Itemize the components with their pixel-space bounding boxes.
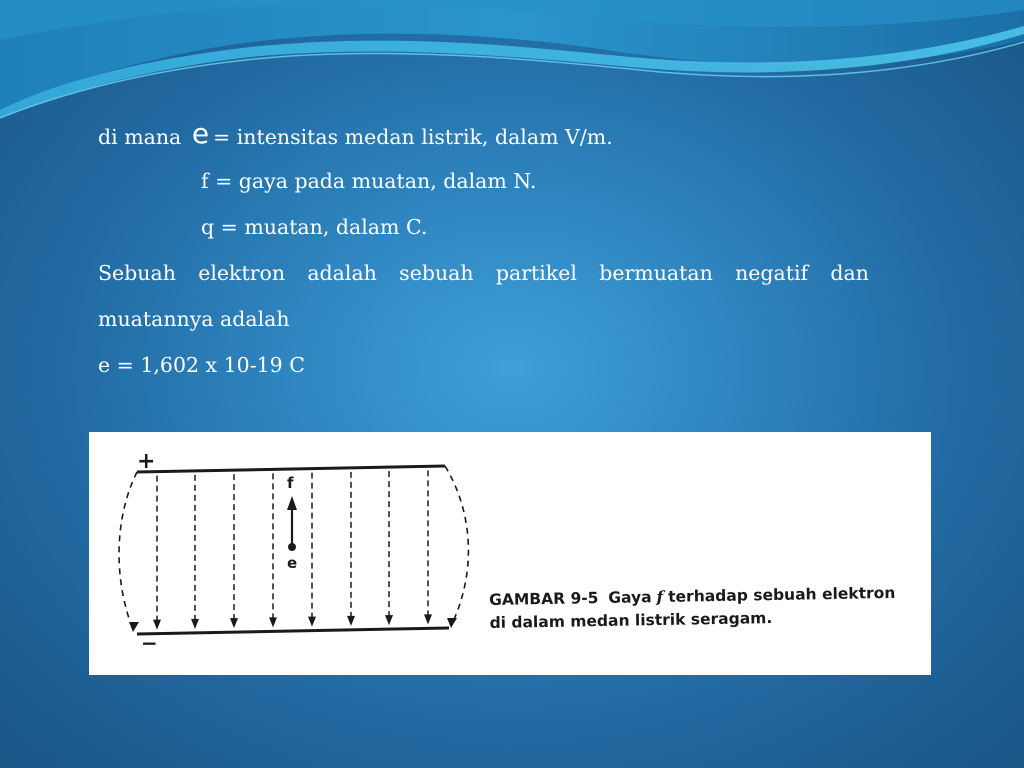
field-line-arrowhead: [385, 615, 393, 625]
electron-dot: [288, 543, 296, 551]
caption-text-2: terhadap sebuah elektron: [668, 583, 896, 606]
field-line-arrowhead: [269, 617, 277, 627]
word: partikel: [495, 261, 577, 285]
word: negatif: [735, 261, 809, 285]
di-mana-text: di mana: [98, 125, 182, 149]
word: dan: [830, 261, 869, 285]
word: adalah: [307, 261, 377, 285]
field-line-arrowhead: [230, 618, 238, 628]
positive-plate: [137, 466, 445, 472]
electron-charge: e = 1,602 x 10-19 C: [98, 353, 305, 377]
electron-sentence-line2: muatannya adalah: [98, 307, 290, 331]
word: Sebuah: [98, 261, 176, 285]
caption-line2: di dalam medan listrik seragam.: [489, 609, 773, 632]
wave-decoration: [0, 0, 1024, 130]
force-arrowhead: [287, 496, 297, 510]
caption-f: f: [656, 586, 664, 607]
slide-text: [98, 112, 869, 388]
e-symbol: e: [191, 117, 210, 150]
field-diagram: [89, 432, 931, 675]
definition-q: q = muatan, dalam C.: [201, 215, 428, 239]
field-line-arrowhead: [347, 616, 355, 626]
definition-e: [98, 112, 869, 158]
fringe-arrow-right: [447, 618, 457, 628]
plus-label: +: [137, 449, 156, 474]
fringe-arrow-left: [129, 622, 139, 632]
minus-label: −: [141, 631, 158, 655]
negative-plate: [137, 628, 449, 634]
word: elektron: [198, 261, 286, 285]
fringe-field-right: [445, 466, 468, 626]
caption-text-1: Gaya: [608, 588, 652, 607]
caption-title: GAMBAR 9-5: [489, 589, 599, 609]
e-definition-text: = intensitas medan listrik, dalam V/m.: [213, 125, 613, 149]
force-label: f: [287, 474, 294, 492]
figure-caption: [489, 580, 920, 634]
electron-label: e: [287, 554, 298, 572]
electron-sentence-line1: [98, 250, 869, 296]
field-line-arrowhead: [153, 620, 161, 630]
fringe-field-left: [119, 472, 137, 630]
field-line-arrowhead: [191, 619, 199, 629]
field-line-arrowhead: [424, 614, 432, 624]
word: sebuah: [399, 261, 474, 285]
definition-f: f = gaya pada muatan, dalam N.: [201, 169, 537, 193]
electric-field-figure: [89, 432, 931, 675]
field-line-arrowhead: [308, 617, 316, 627]
word: bermuatan: [599, 261, 713, 285]
